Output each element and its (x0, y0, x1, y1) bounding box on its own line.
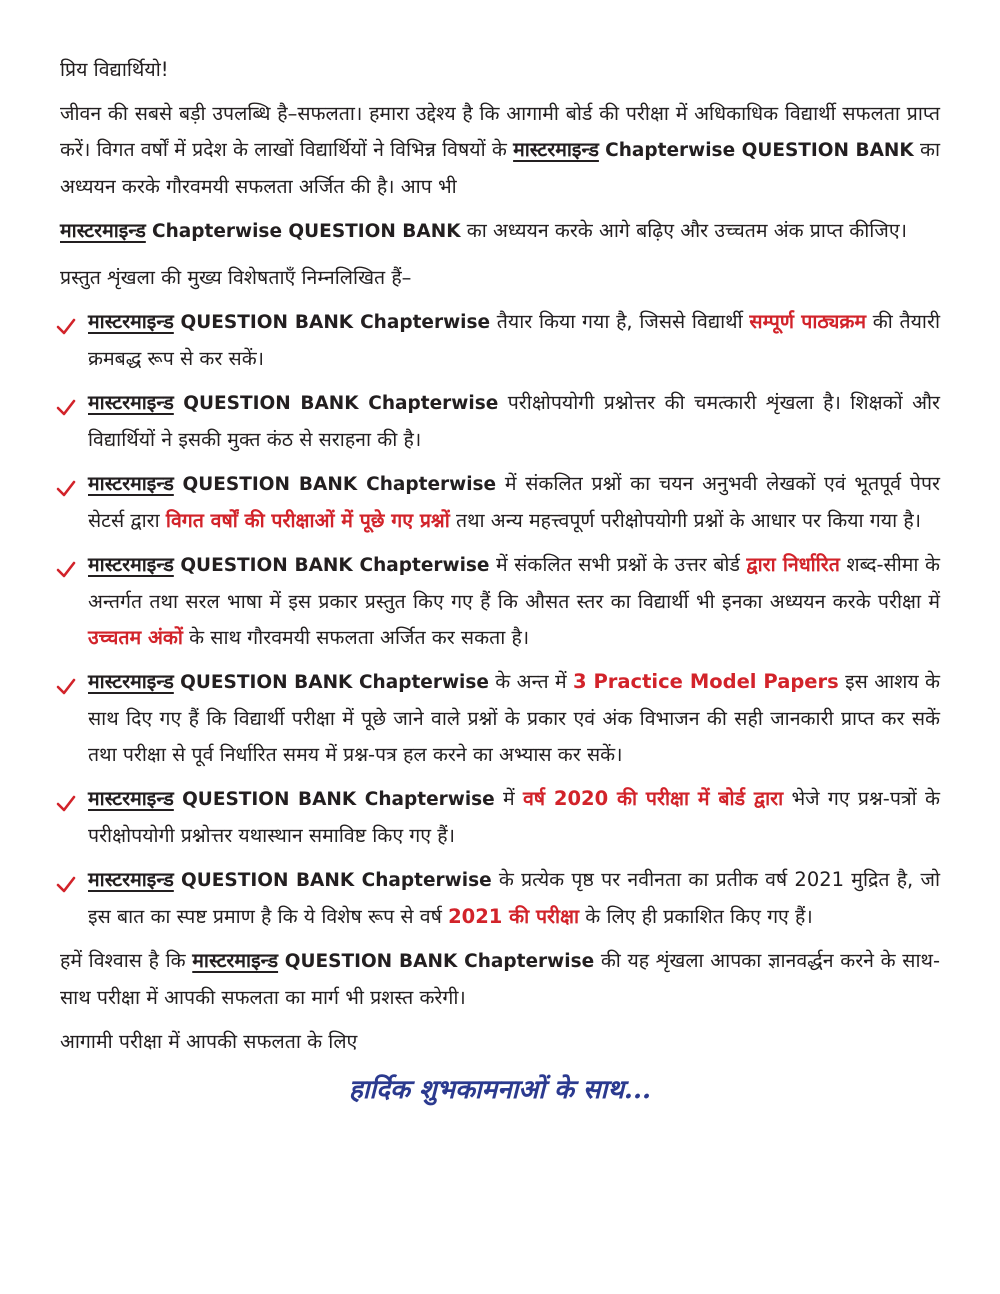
brand-hindi: मास्टरमाइन्ड (88, 391, 174, 414)
feature-highlight: उच्चतम अंकों (88, 626, 183, 649)
feature-item (60, 385, 940, 458)
greeting-signoff: हार्दिक शुभकामनाओं के साथ... (348, 1075, 652, 1105)
check-icon (56, 676, 76, 696)
feature-highlight: विगत वर्षों की परीक्षाओं में पूछे गए प्रश्नों (165, 509, 450, 532)
brand-english: QUESTION BANK Chapterwise (180, 312, 491, 333)
brand-hindi: मास्टरमाइन्ड (88, 472, 174, 495)
intro-paragraph-1 (60, 96, 940, 205)
brand-english: Chapterwise QUESTION BANK (605, 140, 914, 161)
brand-hindi: मास्टरमाइन्ड (88, 670, 174, 693)
check-icon (56, 478, 76, 498)
feature-text: में संकलित सभी प्रश्नों के उत्तर बोर्ड (489, 553, 747, 576)
closing-paragraph (60, 943, 940, 1016)
check-icon (56, 874, 76, 894)
feature-text: तथा अन्य महत्त्वपूर्ण परीक्षोपयोगी प्रश्नों के आधार पर किया गया है। (449, 509, 922, 532)
brand-english: QUESTION BANK Chapterwise (183, 393, 499, 414)
feature-highlight: 3 Practice Model Papers (572, 670, 839, 693)
brand-hindi: मास्टरमाइन्ड (88, 787, 174, 810)
brand-name (513, 138, 599, 161)
feature-highlight: वर्ष 2020 की परीक्षा में बोर्ड द्वारा (522, 787, 784, 810)
closing-line: आगामी परीक्षा में आपकी सफलता के लिए (60, 1030, 358, 1053)
feature-item (60, 547, 940, 656)
feature-text: के प्रत्येक पृष्ठ पर नवीनता का प्रतीक वर्ष 2021 मुद्रित है, जो इस बात का स्पष्ट प्रमाण है कि ये विशेष रूप से वर्ष (88, 868, 940, 928)
brand-english: QUESTION BANK Chapterwise (182, 474, 497, 495)
feature-text: में (494, 787, 523, 810)
feature-text: भेजे गए प्रश्न-पत्रों के परीक्षोपयोगी प्रश्नोत्तर यथास्थान समाविष्ट किए गए हैं। (88, 787, 940, 847)
features-list (60, 304, 940, 935)
feature-text: इस आशय के साथ दिए गए हैं कि विद्यार्थी परीक्षा में पूछे जाने वाले प्रश्नों के प्रकार एवं अंक विभाजन की सही जानकारी प्राप्त कर सकें तथा परीक्षा से पूर्व निर्धारित समय में प्रश्न-पत्र हल करने का अभ्यास कर सकें। (88, 670, 941, 766)
salutation: प्रिय विद्यार्थियो! (60, 58, 169, 81)
intro-text: का अध्ययन करके आगे बढ़िए और उच्चतम अंक प्राप्त कीजिए। (460, 219, 907, 242)
closing-text: हमें विश्वास है कि (60, 949, 193, 972)
brand-english: QUESTION BANK Chapterwise (180, 672, 489, 693)
check-icon (56, 397, 76, 417)
feature-text: के लिए ही प्रकाशित किए गए हैं। (579, 905, 813, 928)
brand-english: QUESTION BANK Chapterwise (284, 951, 595, 972)
check-icon (56, 793, 76, 813)
brand-english: QUESTION BANK Chapterwise (182, 789, 495, 810)
intro-text: का अध्ययन करके गौरवमयी सफलता अर्जित की है। आप भी (60, 138, 940, 198)
feature-highlight: द्वारा निर्धारित (746, 553, 840, 576)
feature-item (60, 862, 940, 935)
brand-hindi: मास्टरमाइन्ड (513, 138, 599, 161)
brand-english: QUESTION BANK Chapterwise (181, 870, 492, 891)
intro-paragraph-2 (60, 213, 940, 250)
feature-item (60, 304, 940, 377)
feature-text: के साथ गौरवमयी सफलता अर्जित कर सकता है। (182, 626, 530, 649)
brand-english: QUESTION BANK Chapterwise (180, 555, 490, 576)
feature-text: तैयार किया गया है, जिससे विद्यार्थी (490, 310, 750, 333)
feature-highlight: सम्पूर्ण पाठ्यक्रम (749, 310, 867, 333)
feature-item (60, 781, 940, 854)
feature-text: की तैयारी क्रमबद्ध रूप से कर सकें। (88, 310, 940, 370)
brand-hindi: मास्टरमाइन्ड (88, 553, 174, 576)
intro-text: जीवन की सबसे बड़ी उपलब्धि है–सफलता। हमारा उद्देश्य है कि आगामी बोर्ड की परीक्षा में अधिकाधिक विद्यार्थी सफलता प्राप्त करें। विगत वर्षों में प्रदेश के लाखों विद्यार्थियों ने विभिन्न विषयों के (60, 102, 940, 161)
feature-text: के अन्त में (488, 670, 573, 693)
check-icon (56, 316, 76, 336)
check-icon (56, 559, 76, 579)
feature-text: में संकलित प्रश्नों का चयन अनुभवी लेखकों एवं भूतपूर्व पेपर सेटर्स द्वारा (88, 472, 940, 532)
feature-text: शब्द-सीमा के अन्तर्गत तथा सरल भाषा में इस प्रकार प्रस्तुत किए गए हैं कि औसत स्तर का विद्यार्थी भी इनका अध्ययन करके परीक्षा में (88, 553, 940, 613)
feature-text: परीक्षोपयोगी प्रश्नोत्तर की चमत्कारी शृंखला है। शिक्षकों और विद्यार्थियों ने इसकी मुक्त कंठ से सराहना की है। (88, 391, 940, 451)
brand-hindi: मास्टरमाइन्ड (192, 949, 279, 972)
brand-hindi: मास्टरमाइन्ड (60, 219, 146, 242)
closing-text: की यह शृंखला आपका ज्ञानवर्द्धन करने के साथ-साथ परीक्षा में आपकी सफलता का मार्ग भी प्रशस्त करेगी। (60, 949, 940, 1009)
brand-english: Chapterwise QUESTION BANK (152, 221, 461, 242)
features-intro: प्रस्तुत शृंखला की मुख्य विशेषताएँ निम्नलिखित हैं– (60, 266, 412, 289)
brand-hindi: मास्टरमाइन्ड (88, 868, 174, 891)
feature-item (60, 664, 940, 773)
brand-hindi: मास्टरमाइन्ड (88, 310, 174, 333)
feature-item (60, 466, 940, 539)
feature-highlight: 2021 की परीक्षा (448, 905, 580, 928)
